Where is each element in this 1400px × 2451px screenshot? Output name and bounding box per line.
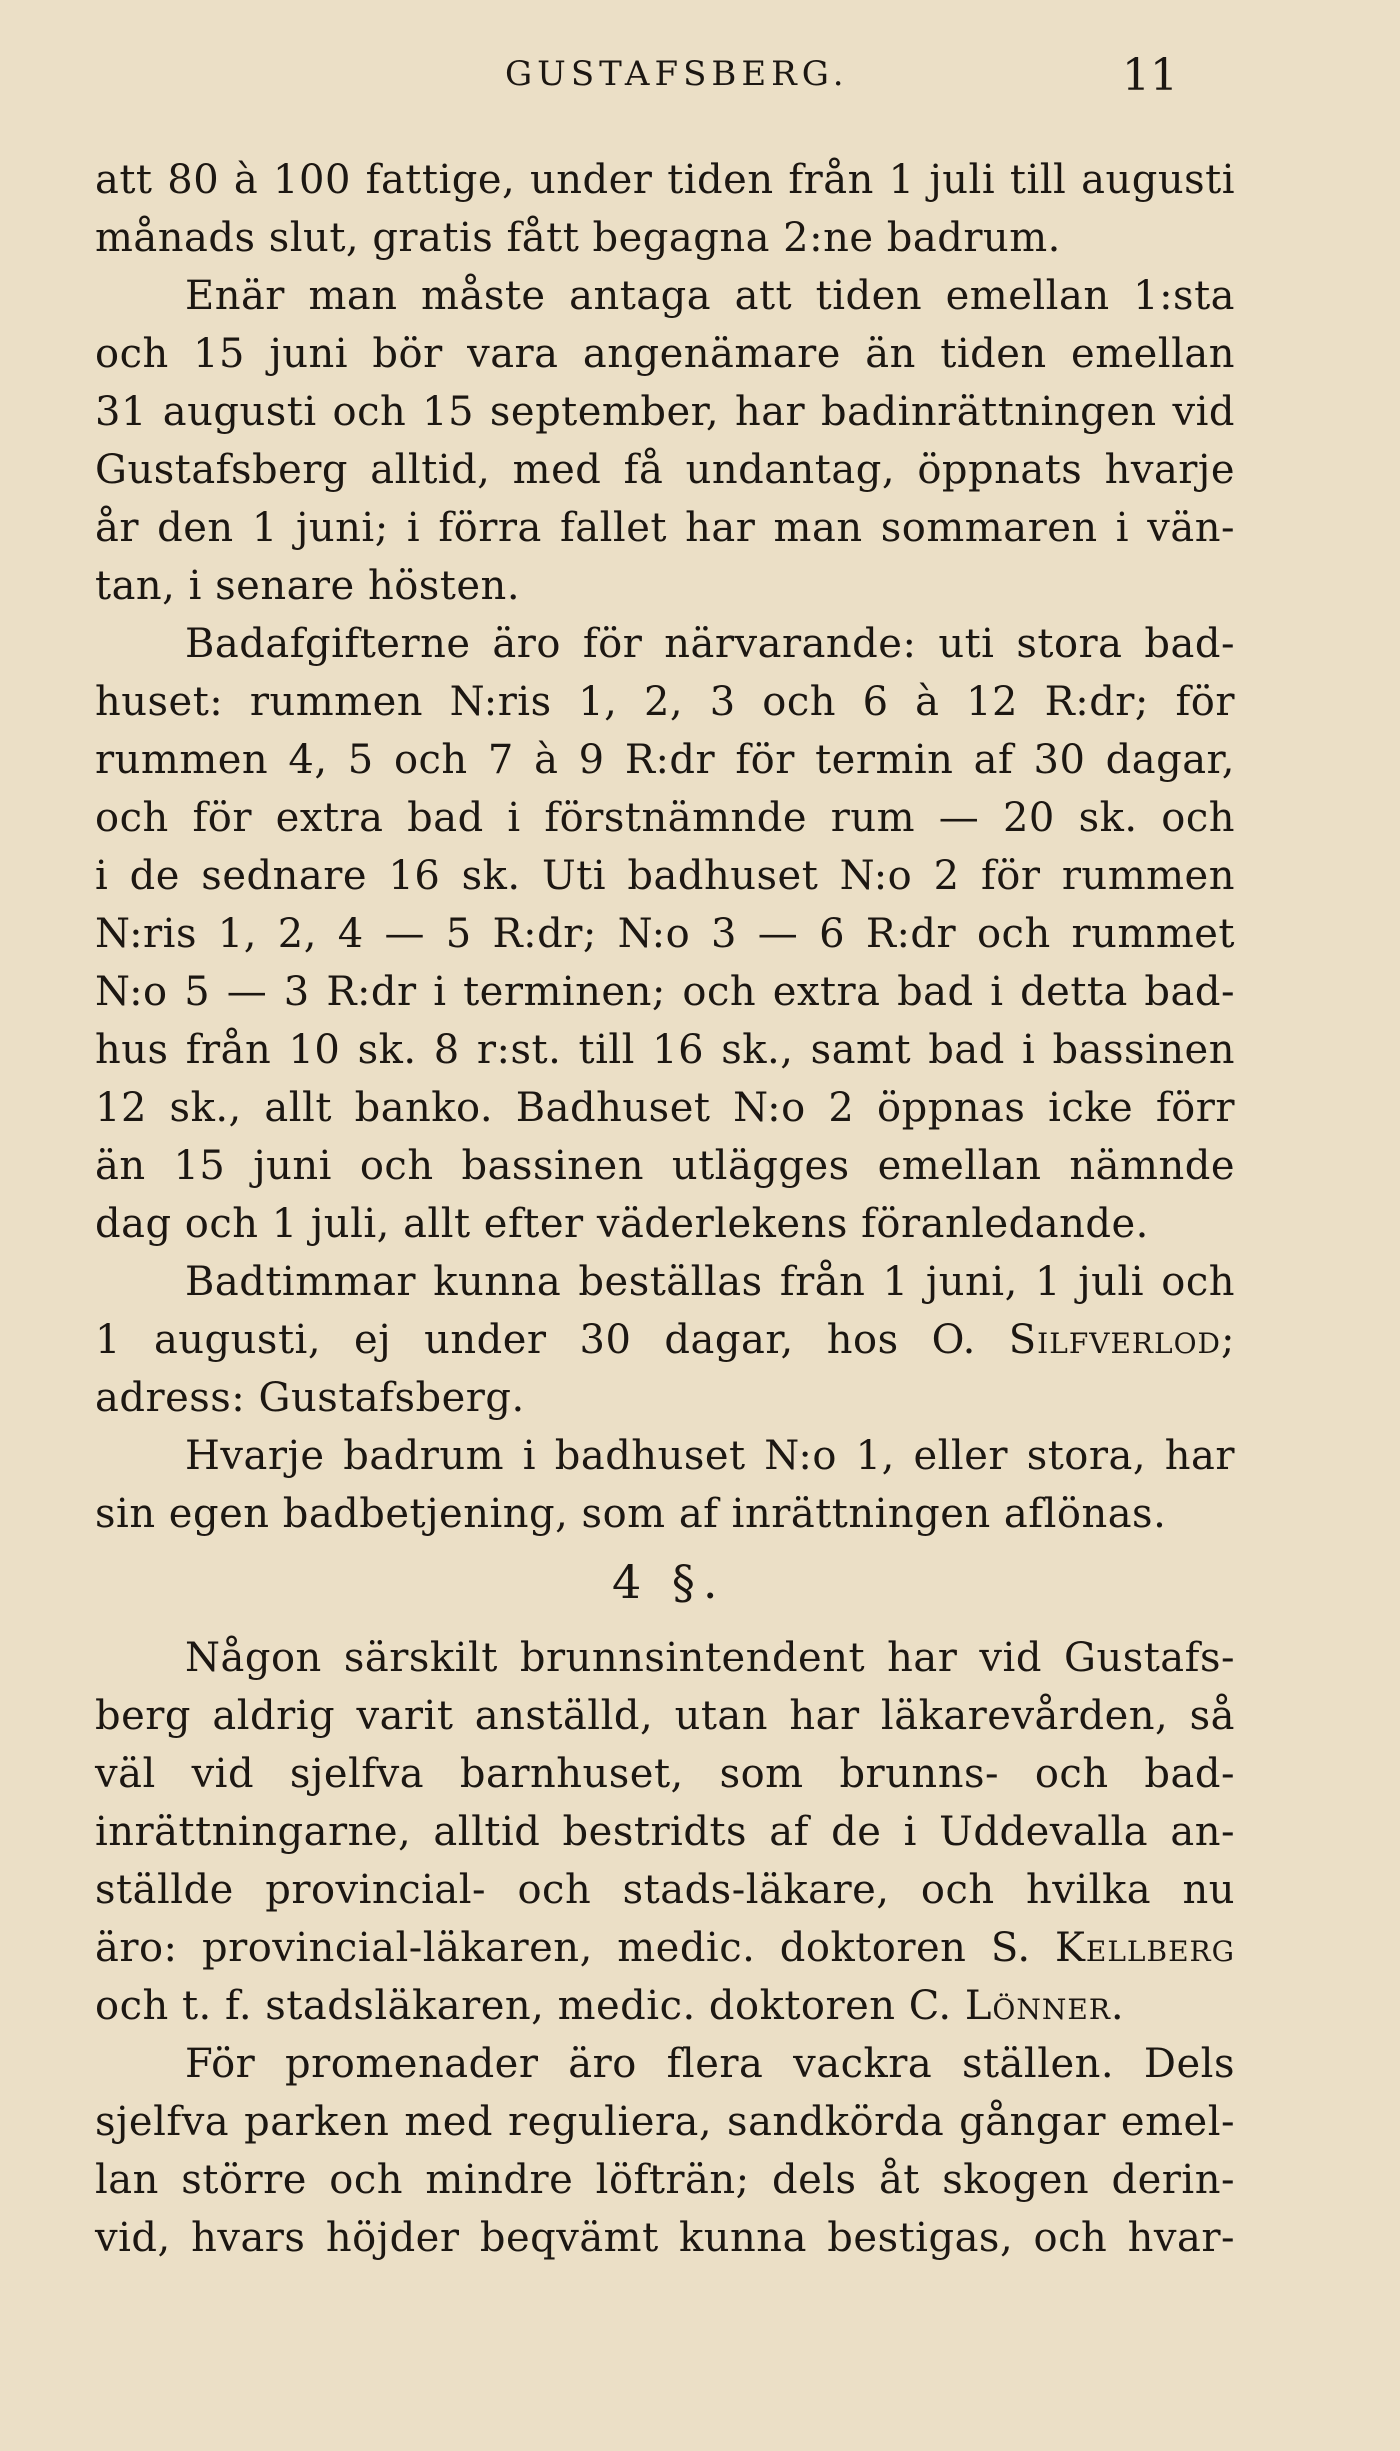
text-line: år den 1 juni; i förra fallet har man sommaren i vän- — [95, 505, 1235, 551]
text-line: Badafgifterne äro för närvarande: uti stora bad- — [185, 621, 1235, 667]
person-name: Kellberg — [1055, 1925, 1235, 1971]
running-head: GUSTAFSBERG. — [505, 54, 849, 94]
text-line: N:ris 1, 2, 4 — 5 R:dr; N:o 3 — 6 R:dr och rummet — [95, 911, 1235, 957]
text-line: Någon särskilt brunnsintendent har vid Gustafs- — [185, 1635, 1235, 1681]
text-line: att 80 à 100 fattige, under tiden från 1 juli till augusti — [95, 157, 1235, 203]
text-line: sin egen badbetjening, som af inrättningen aflönas. — [95, 1491, 1167, 1537]
text-line: 12 sk., allt banko. Badhuset N:o 2 öppnas icke förr — [95, 1085, 1235, 1131]
text-line: lan större och mindre löfträn; dels åt skogen derin- — [95, 2157, 1235, 2203]
text-line: 31 augusti och 15 september, har badinrättningen vid — [95, 389, 1235, 435]
text-line: Hvarje badrum i badhuset N:o 1, eller stora, har — [185, 1433, 1235, 1479]
text-line: i de sednare 16 sk. Uti badhuset N:o 2 för rummen — [95, 853, 1235, 899]
text-line: adress: Gustafsberg. — [95, 1375, 525, 1421]
text-line: väl vid sjelfva barnhuset, som brunns- och bad- — [95, 1751, 1235, 1797]
page-header — [0, 50, 1400, 120]
text-line: sjelfva parken med reguliera, sandkörda gångar emel- — [95, 2099, 1235, 2145]
text-line: vid, hvars höjder beqvämt kunna bestigas, och hvar- — [95, 2215, 1235, 2261]
person-name: Lönner — [964, 1983, 1111, 2029]
section-heading: 4 §. — [612, 1555, 726, 1609]
text-line: inrättningarne, alltid bestridts af de i Uddevalla an- — [95, 1809, 1235, 1855]
text-line: berg aldrig varit anställd, utan har läkarevården, så — [95, 1693, 1235, 1739]
text-line: 1 augusti, ej under 30 dagar, hos O. Silfverlod; — [95, 1317, 1235, 1363]
text-line: N:o 5 — 3 R:dr i terminen; och extra bad i detta bad- — [95, 969, 1235, 1015]
text-line: rummen 4, 5 och 7 à 9 R:dr för termin af 30 dagar, — [95, 737, 1235, 783]
text-line: och 15 juni bör vara angenämare än tiden emellan — [95, 331, 1235, 377]
text-line: månads slut, gratis fått begagna 2:ne badrum. — [95, 215, 1061, 261]
text-line: huset: rummen N:ris 1, 2, 3 och 6 à 12 R:dr; för — [95, 679, 1235, 725]
text-line: och för extra bad i förstnämnde rum — 20 sk. och — [95, 795, 1235, 841]
person-name: Silfverlod — [1008, 1317, 1222, 1363]
text-line: Gustafsberg alltid, med få undantag, öppnats hvarje — [95, 447, 1235, 493]
page-number: 11 — [1122, 50, 1178, 101]
text-line: Badtimmar kunna beställas från 1 juni, 1 juli och — [185, 1259, 1235, 1305]
text-line: äro: provincial-läkaren, medic. doktoren S. Kellberg — [95, 1925, 1235, 1971]
text-line: Enär man måste antaga att tiden emellan 1:sta — [185, 273, 1235, 319]
text-line: ställde provincial- och stads-läkare, och hvilka nu — [95, 1867, 1235, 1913]
text-line: dag och 1 juli, allt efter väderlekens föranledande. — [95, 1201, 1149, 1247]
text-line: än 15 juni och bassinen utlägges emellan nämnde — [95, 1143, 1235, 1189]
text-line: För promenader äro flera vackra ställen. Dels — [185, 2041, 1235, 2087]
text-line: tan, i senare hösten. — [95, 563, 521, 609]
text-line: hus från 10 sk. 8 r:st. till 16 sk., samt bad i bassinen — [95, 1027, 1235, 1073]
text-line: och t. f. stadsläkaren, medic. doktoren C. Lönner. — [95, 1983, 1125, 2029]
